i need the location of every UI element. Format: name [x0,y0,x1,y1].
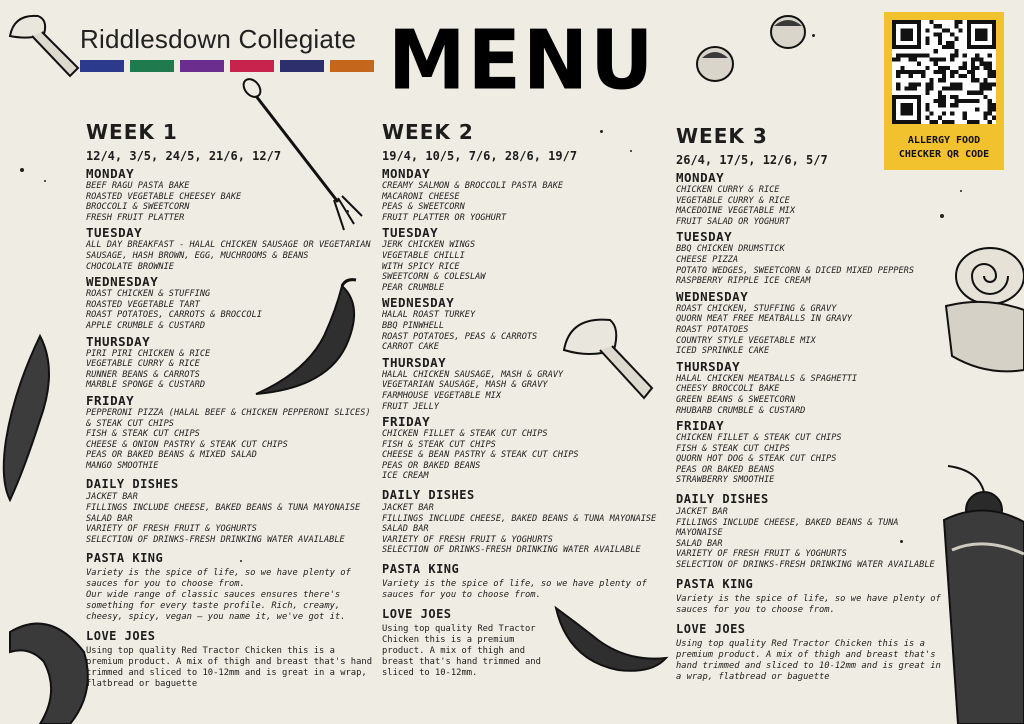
menu-item: ROAST POTATOES, PEAS & CARROTS [382,331,538,342]
week-dates: 12/4, 3/5, 24/5, 21/6, 12/7 [86,149,282,163]
menu-item: MACARONI CHEESE [382,191,460,202]
menu-item: BBQ CHICKEN DRUMSTICK [676,244,785,255]
menu-item: PEAS OR BAKED BEANS & MIXED SALAD [86,450,257,461]
day-heading: TUESDAY [86,225,143,241]
day-heading: WEDNESDAY [86,274,159,290]
love-joes-text: Using top quality Red Tractor Chicken this is a premium product. A mix of thigh and breast that's hand trimmed and sliced to 10-12mm. [382,624,541,679]
menu-item: CHEESE PIZZA [676,254,739,265]
menu-item: FISH & STEAK CUT CHIPS [382,439,496,450]
daily-dish-item: SELECTION OF DRINKS-FRESH DRINKING WATER AVAILABLE [86,534,345,545]
menu-item: BROCCOLI & SWEETCORN [86,202,190,213]
daily-dish-item: FILLINGS INCLUDE CHEESE, BAKED BEANS & TUNA MAYONAISE [86,503,361,514]
daily-dish-item: FILLINGS INCLUDE CHEESE, BAKED BEANS & TUNA MAYONAISE [676,517,899,539]
menu-item: VEGETARIAN SAUSAGE, MASH & GRAVY [382,380,548,391]
brand-bar [130,60,174,72]
daily-dish-item: SALAD BAR [86,513,133,524]
brand-bar [230,60,274,72]
day-heading: THURSDAY [676,358,741,374]
menu-item: HALAL ROAST TURKEY [382,310,476,321]
daily-dish-item: SALAD BAR [676,538,723,549]
pasta-king-heading: PASTA KING [676,576,754,591]
menu-item: VEGETABLE CURRY & RICE [86,359,200,370]
menu-item: JERK CHICKEN WINGS [382,240,476,251]
sausage-illustration [0,330,60,506]
menu-item: CHEESY BROCCOLI BAKE [676,384,780,395]
menu-item: ROAST POTATOES [676,324,749,335]
daily-dish-item: SELECTION OF DRINKS-FRESH DRINKING WATER AVAILABLE [382,545,641,556]
daily-dish-item: VARIETY OF FRESH FRUIT & YOGHURTS [676,549,847,560]
menu-item: GREEN BEANS & SWEETCORN [676,394,795,405]
cinnamon-roll-illustration [936,236,1024,376]
daily-dish-item: VARIETY OF FRESH FRUIT & YOGHURTS [382,534,553,545]
daily-dish-item: VARIETY OF FRESH FRUIT & YOGHURTS [86,524,257,535]
brand-color-bars [80,60,374,72]
week-column [676,124,946,683]
pasta-king-heading: PASTA KING [86,551,164,566]
menu-item: PIRI PIRI CHICKEN & RICE [86,348,211,359]
menu-item: ROAST CHICKEN, STUFFING & GRAVY [676,303,837,314]
qr-code-icon[interactable] [892,20,996,124]
hazelnut-illustration [692,40,738,86]
menu-item: POTATO WEDGES, SWEETCORN & DICED MIXED PEPPERS [676,265,914,276]
menu-item: FARMHOUSE VEGETABLE MIX [382,390,501,401]
love-joes-heading: LOVE JOES [86,629,156,644]
menu-item: CREAMY SALMON & BROCCOLI PASTA BAKE [382,181,564,191]
hazelnut-illustration [766,10,810,54]
menu-item: ROAST POTATOES, CARROTS & BROCCOLI [86,310,262,321]
daily-dish-item: SELECTION OF DRINKS-FRESH DRINKING WATER AVAILABLE [676,560,935,571]
daily-dishes-heading: DAILY DISHES [86,477,179,492]
day-heading: FRIDAY [86,392,135,408]
menu-item: COUNTRY STYLE VEGETABLE MIX [676,335,816,346]
menu-item: RUNNER BEANS & CARROTS [86,369,200,380]
day-heading: WEDNESDAY [676,288,749,304]
daily-dish-item: SALAD BAR [382,524,429,535]
day-heading: FRIDAY [382,414,431,430]
menu-item: ROASTED VEGETABLE TART [86,299,200,310]
school-name: Riddlesdown Collegiate [80,24,357,54]
qr-label: ALLERGY FOOD CHECKER QR CODE [898,135,990,160]
daily-dishes-heading: DAILY DISHES [382,488,475,503]
brand-bar [330,60,374,72]
love-joes-heading: LOVE JOES [676,621,746,636]
menu-item: FISH & STEAK CUT CHIPS [676,443,790,454]
brand-bar [180,60,224,72]
milkshake-illustration [938,460,1024,724]
menu-item: VEGETABLE CURRY & RICE [676,195,790,206]
menu-item: FISH & STEAK CUT CHIPS [86,429,200,440]
menu-item: CHICKEN CURRY & RICE [676,185,780,195]
menu-item: HALAL CHICKEN MEATBALLS & SPAGHETTI [676,373,858,384]
day-heading: MONDAY [86,166,135,181]
menu-item: FRUIT PLATTER OR YOGHURT [382,212,507,223]
menu-item: CARROT CAKE [382,342,439,353]
week-title: WEEK 2 [382,120,474,144]
menu-item: VEGETABLE CHILLI [382,250,465,261]
menu-item: ICED SPRINKLE CAKE [676,346,770,357]
ink-speck [20,168,24,172]
menu-item: MACEDOINE VEGETABLE MIX [676,206,795,217]
day-heading: THURSDAY [382,354,447,370]
daily-dish-item: FILLINGS INCLUDE CHEESE, BAKED BEANS & TUNA MAYONAISE [382,513,657,524]
day-heading: MONDAY [676,170,725,185]
menu-item: PEPPERONI PIZZA (HALAL BEEF & CHICKEN PEPPERONI SLICES) & STEAK CUT CHIPS [86,407,371,429]
menu-item: ROAST CHICKEN & STUFFING [86,289,211,300]
sausage-illustration [0,612,96,724]
week-title: WEEK 1 [86,120,178,144]
day-heading: WEDNESDAY [382,295,455,311]
menu-item: ALL DAY BREAKFAST - HALAL CHICKEN SAUSAGE OR VEGETARIAN SAUSAGE, HASH BROWN, EGG, MUCHROOMS & BEANS [86,240,371,261]
menu-item: MANGO SMOOTHIE [86,460,159,471]
menu-item: MARBLE SPONGE & CUSTARD [86,380,205,391]
pasta-king-text: Variety is the spice of life, so we have plenty of sauces for you to choose from. [676,593,941,615]
menu-item: RHUBARB CRUMBLE & CUSTARD [676,405,806,416]
mushroom-illustration [4,6,82,84]
menu-item: STRAWBERRY SMOOTHIE [676,475,775,486]
week-dates: 26/4, 17/5, 12/6, 5/7 [676,153,828,167]
menu-item: WITH SPICY RICE [382,261,460,272]
menu-item: FRESH FRUIT PLATTER [86,212,185,223]
menu-title: MENU [388,13,656,109]
day-heading: TUESDAY [676,229,733,245]
love-joes-heading: LOVE JOES [382,607,452,622]
day-heading: TUESDAY [382,225,439,241]
menu-item: CHEESE & BEAN PASTRY & STEAK CUT CHIPS [382,450,579,461]
daily-dish-item: JACKET BAR [86,492,138,503]
brand-bar [280,60,324,72]
ink-speck [44,180,46,182]
menu-item: RASPBERRY RIPPLE ICE CREAM [676,276,811,287]
menu-item: PEAS OR BAKED BEANS [382,460,481,471]
daily-dishes-heading: DAILY DISHES [676,492,769,507]
menu-item: SWEETCORN & COLESLAW [382,272,486,283]
ink-speck [812,34,815,37]
day-heading: THURSDAY [86,333,151,349]
menu-item: APPLE CRUMBLE & CUSTARD [86,320,205,331]
pasta-king-text: Variety is the spice of life, so we have plenty of sauces for you to choose from. [382,579,647,601]
menu-item: PEAS OR BAKED BEANS [676,464,775,475]
menu-item: ROASTED VEGETABLE CHEESEY BAKE [86,191,242,202]
menu-item: CHOCOLATE BROWNIE [86,261,174,272]
pasta-king-heading: PASTA KING [382,562,460,577]
week-column [86,120,376,690]
menu-item: QUORN MEAT FREE MEATBALLS IN GRAVY [676,314,852,325]
daily-dish-item: JACKET BAR [382,503,434,514]
ink-speck [960,190,962,192]
week-title: WEEK 3 [676,124,768,148]
menu-item: CHICKEN FILLET & STEAK CUT CHIPS [382,429,548,440]
menu-item: FRUIT JELLY [382,401,439,412]
love-joes-text: Using top quality Red Tractor Chicken this is a premium product. A mix of thigh and breast that's hand trimmed and sliced to 10-12mm and is great in a wrap, flatbread or baguette [676,638,941,682]
pasta-king-text: Variety is the spice of life, so we have plenty of sauces for you to choose from. Our wide range of classic sauces ensures there's something for every taste profile. Rich, creamy, cheesy, spicy, vegan – you name it, we've got it. [86,568,351,623]
menu-item: ICE CREAM [382,471,429,482]
day-heading: FRIDAY [676,418,725,434]
menu-item: CHEESE & ONION PASTRY & STEAK CUT CHIPS [86,439,288,450]
week-column [382,120,672,679]
daily-dish-item: JACKET BAR [676,507,728,518]
brand-bar [80,60,124,72]
menu-item: QUORN HOT DOG & STEAK CUT CHIPS [676,454,837,465]
menu-item: BBQ PINWHELL [382,320,445,331]
menu-item: FRUIT SALAD OR YOGHURT [676,216,790,227]
menu-item: BEEF RAGU PASTA BAKE [86,181,190,191]
love-joes-text: Using top quality Red Tractor Chicken this is a premium product. A mix of thigh and breast that's hand trimmed and sliced to 10-12mm and is great in a wrap, flatbread or baguette [86,646,372,690]
menu-item: PEAS & SWEETCORN [382,202,465,213]
menu-item: HALAL CHICKEN SAUSAGE, MASH & GRAVY [382,369,564,380]
week-dates: 19/4, 10/5, 7/6, 28/6, 19/7 [382,149,578,163]
menu-item: PEAR CRUMBLE [382,282,445,293]
menu-item: CHICKEN FILLET & STEAK CUT CHIPS [676,433,842,444]
day-heading: MONDAY [382,166,431,181]
